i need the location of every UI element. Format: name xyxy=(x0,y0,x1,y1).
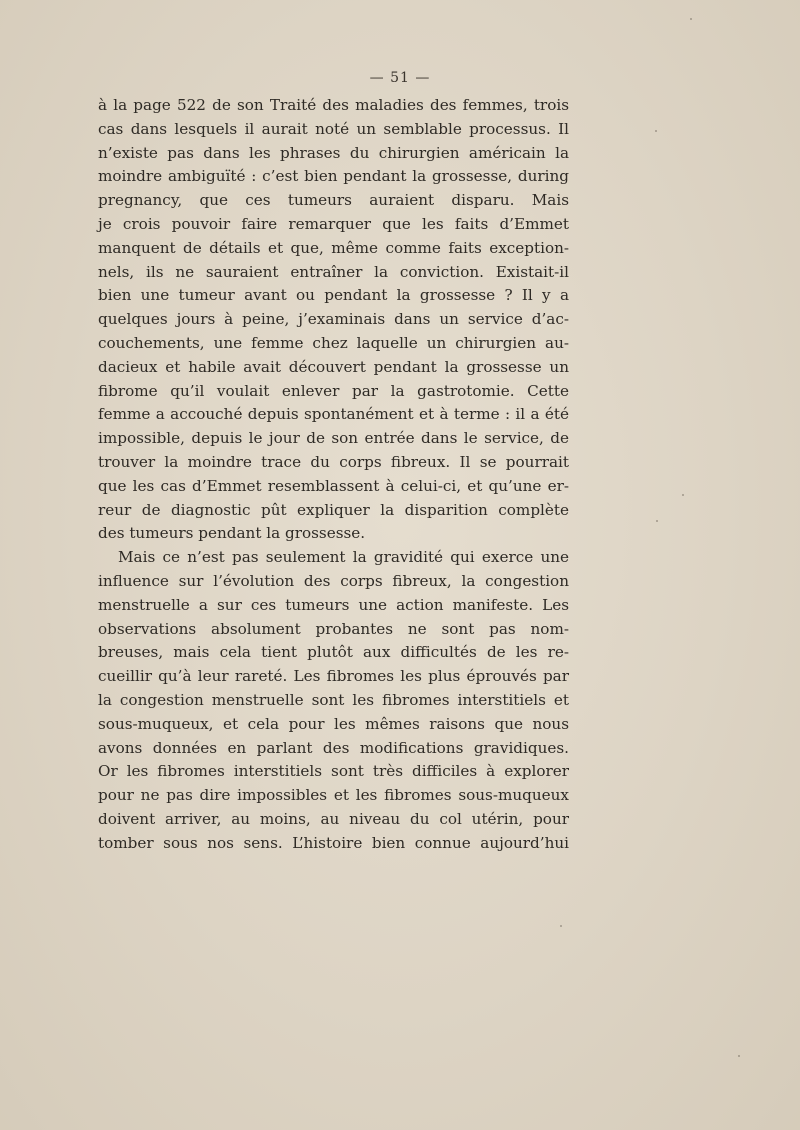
paper-speck xyxy=(655,130,657,132)
text-line: je crois pouvoir faire remarquer que les faits d’Emmet xyxy=(98,214,569,233)
text-line: tomber sous nos sens. L’histoire bien connue aujourd’hui xyxy=(98,833,569,852)
text-line: couchements, une femme chez laquelle un chirurgien au- xyxy=(98,333,569,352)
paper-speck xyxy=(656,520,658,522)
text-line: pregnancy, que ces tumeurs auraient disparu. Mais xyxy=(98,191,569,210)
text-line: manquent de détails et que, même comme faits exception- xyxy=(98,238,569,257)
text-line: fibrome qu’il voulait enlever par la gastrotomie. Cette xyxy=(98,381,569,400)
text-line: bien une tumeur avant ou pendant la grossesse ? Il y a xyxy=(98,286,569,305)
text-line: moindre ambiguïté : c’est bien pendant la grossesse, during xyxy=(98,167,569,186)
text-line: doivent arriver, au moins, au niveau du col utérin, pour xyxy=(98,809,569,828)
text-line: Or les fibromes interstitiels sont très difficiles à explorer xyxy=(98,762,569,781)
text-line: dacieux et habile avait découvert pendant la grossesse un xyxy=(98,357,569,376)
text-line: observations absolument probantes ne sont pas nom- xyxy=(98,619,569,638)
text-line: à la page 522 de son Traité des maladies des femmes, trois xyxy=(98,96,569,114)
text-line: n’existe pas dans les phrases du chirurgien américain la xyxy=(98,143,569,162)
text-line: sous-muqueux, et cela pour les mêmes raisons que nous xyxy=(98,714,569,733)
text-line: influence sur l’évolution des corps fibreux, la congestion xyxy=(98,571,569,590)
text-line: pour ne pas dire impossibles et les fibromes sous-muqueux xyxy=(98,786,569,805)
text-line: la congestion menstruelle sont les fibromes interstitiels et xyxy=(98,690,569,709)
text-line: reur de diagnostic pût expliquer la disparition complète xyxy=(98,500,569,519)
text-line: cas dans lesquels il aurait noté un semblable processus. Il xyxy=(98,119,569,138)
paragraph-last-line: des tumeurs pendant la grossesse. xyxy=(98,524,366,543)
text-line: avons données en parlant des modifications gravidiques. xyxy=(98,738,569,757)
text-line: trouver la moindre trace du corps fibreux. Il se pourrait xyxy=(98,452,569,471)
text-line: que les cas d’Emmet resemblassent à celui-ci, et qu’une er- xyxy=(98,476,569,495)
paragraph-first-line: Mais ce n’est pas seulement la gravidité qui exerce une xyxy=(118,548,569,567)
text-line: quelques jours à peine, j’examinais dans un service d’ac- xyxy=(98,310,569,329)
text-line: cueillir qu’à leur rareté. Les fibromes les plus éprouvés par xyxy=(98,667,569,686)
paper-speck xyxy=(682,494,684,496)
paper-speck xyxy=(690,18,692,20)
paper-speck xyxy=(560,925,562,927)
text-line: femme a accouché depuis spontanément et à terme : il a été xyxy=(98,405,569,424)
paper-speck xyxy=(738,1055,740,1057)
body-text xyxy=(98,94,569,856)
text-line: impossible, depuis le jour de son entrée dans le service, de xyxy=(98,429,569,448)
text-line: menstruelle a sur ces tumeurs une action manifeste. Les xyxy=(98,595,569,614)
page-number: — 51 — xyxy=(369,70,431,86)
text-line: breuses, mais cela tient plutôt aux difficultés de les re- xyxy=(98,643,569,662)
text-line: nels, ils ne sauraient entraîner la conviction. Existait-il xyxy=(98,262,569,281)
